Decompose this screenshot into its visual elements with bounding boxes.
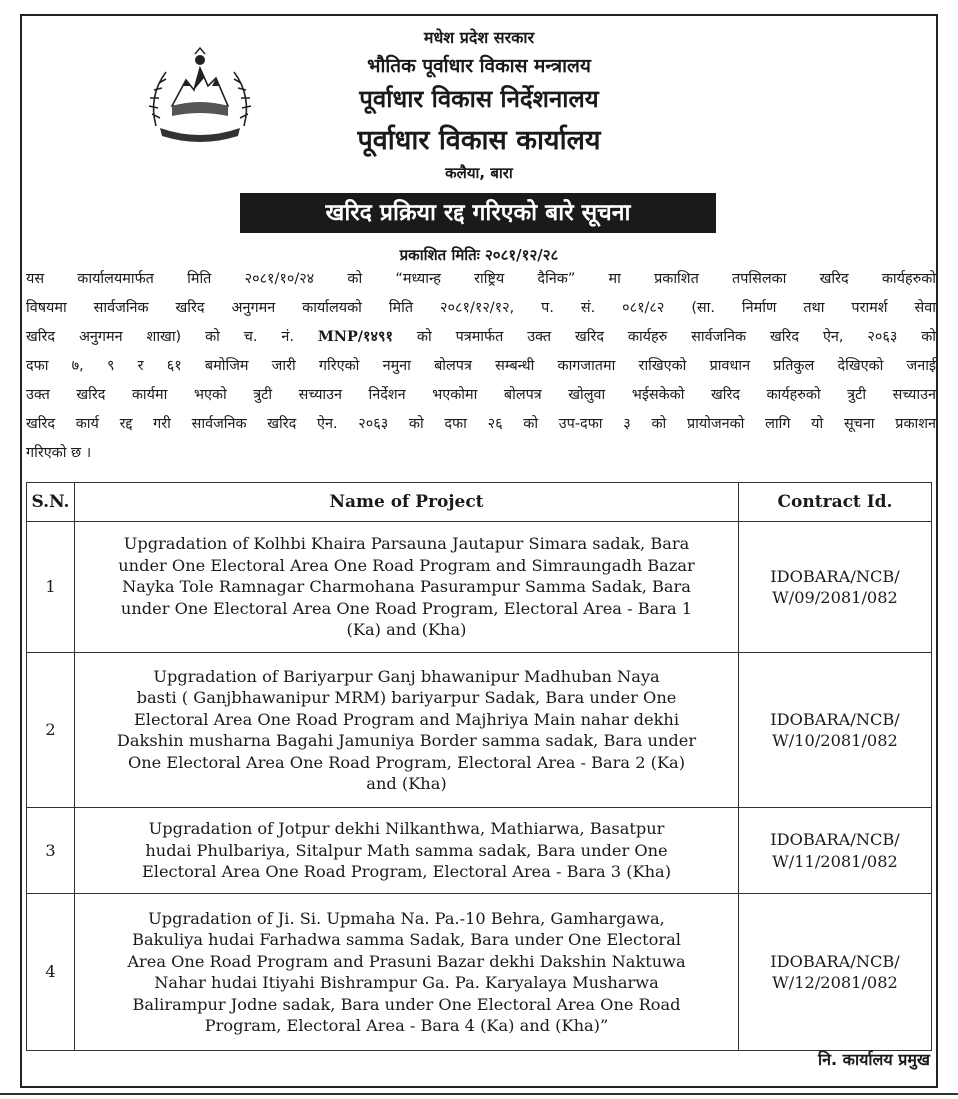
office-name: पूर्वाधार विकास कार्यालय xyxy=(357,125,601,156)
body-line-2: विषयमा सार्वजनिक खरिद अनुगमन कार्यालयको मिति २०८१/१२/१२, प. सं. ०८१/८२ (सा. निर्माण तथा परामर्श सेवा xyxy=(26,300,936,316)
row-contract-id xyxy=(739,894,932,1051)
contract-id-line: W/09/2081/082 xyxy=(772,588,898,607)
table-row xyxy=(27,808,932,894)
table-row xyxy=(27,894,932,1051)
row-project-name xyxy=(75,653,739,808)
project-name-line: Balirampur Jodne sadak, Bara under One Electoral Area One Road xyxy=(132,994,681,1014)
office-location: कलैया, बारा xyxy=(445,164,513,182)
contract-id-line: IDOBARA/NCB/ xyxy=(770,951,900,971)
body-line-6: खरिद कार्य रद्द गरी सार्वजनिक खरिद ऐन. २०६३ को दफा २६ को उप-दफा ३ को प्रायोजनको लागि यो सूचना प्रकाशन xyxy=(26,416,936,432)
project-name-line: Dakshin musharna Bagahi Jamuniya Border samma sadak, Bara under xyxy=(116,731,697,750)
row-sn: 4 xyxy=(27,894,75,1051)
row-contract-id xyxy=(739,653,932,808)
project-name-line: Area One Road Program and Prasuni Bazar dekhi Dakshin Naktuwa xyxy=(127,951,686,971)
body-line-1: यस कार्यालयमार्फत मिति २०८१/१०/२४ को “मध्यान्ह राष्ट्रिय दैनिक” मा प्रकाशित तपसिलका खरिद कार्यहरुको xyxy=(26,271,936,287)
row-contract-id xyxy=(739,808,932,894)
row-project-name xyxy=(75,522,739,653)
notice-title: खरिद प्रक्रिया रद्द गरिएको बारे सूचना xyxy=(240,193,716,233)
ministry-name: भौतिक पूर्वाधार विकास मन्त्रालय xyxy=(367,55,591,77)
signatory-title: नि. कार्यालय प्रमुख xyxy=(818,1050,930,1069)
row-contract-id xyxy=(739,522,932,653)
header-project-name: Name of Project xyxy=(75,483,739,522)
body-line-7: गरिएको छ । xyxy=(26,445,92,461)
letter-reference: MNP/१४९१ xyxy=(317,328,393,345)
published-date: प्रकाशित मितिः २०८१/१२/२८ xyxy=(399,246,559,264)
bottom-rule xyxy=(0,1093,958,1095)
table-header-row xyxy=(27,483,932,522)
project-name-line: under One Electoral Area One Road Program, Electoral Area - Bara 1 xyxy=(120,598,693,618)
project-name-line: Electoral Area One Road Program and Majhriya Main nahar dekhi xyxy=(133,709,680,729)
row-project-name xyxy=(75,894,739,1051)
row-project-name xyxy=(75,808,739,894)
contract-id-line: W/12/2081/082 xyxy=(772,973,898,992)
projects-table xyxy=(26,482,932,1051)
province-government: मधेश प्रदेश सरकार xyxy=(423,28,535,47)
contract-id-line: W/11/2081/082 xyxy=(772,851,898,871)
project-name-line: Upgradation of Kolhbi Khaira Parsauna Jautapur Simara sadak, Bara xyxy=(123,534,690,554)
table-row xyxy=(27,522,932,653)
project-name-line: under One Electoral Area One Road Program and Simraungadh Bazar xyxy=(118,555,695,575)
row-sn: 1 xyxy=(27,522,75,653)
directorate-name: पूर्वाधार विकास निर्देशनालय xyxy=(359,85,599,113)
project-name-line: Program, Electoral Area - Bara 4 (Ka) and (Kha)” xyxy=(204,1016,609,1035)
body-line-3-end: को पत्रमार्फत उक्त खरिद कार्यहरु सार्वजनिक खरिद ऐन, २०६३ को xyxy=(416,329,936,345)
header-sn: S.N. xyxy=(27,483,75,522)
header-contract-id: Contract Id. xyxy=(739,483,932,522)
project-name-line: (Ka) and (Kha) xyxy=(346,620,467,640)
row-sn: 2 xyxy=(27,653,75,808)
body-line-3 xyxy=(26,325,936,349)
project-name-line: Electoral Area One Road Program, Electoral Area - Bara 3 (Kha) xyxy=(141,862,672,882)
project-name-line: and (Kha) xyxy=(366,774,447,793)
project-name-line: One Electoral Area One Road Program, Electoral Area - Bara 2 (Ka) xyxy=(127,752,686,772)
body-line-4: दफा ७, ९ र ६१ बमोजिम जारी गरिएको नमुना बोलपत्र सम्बन्धी कागजातमा राखिएको प्रावधान प्रतिकुल देखिएको जनाई xyxy=(26,358,936,374)
contract-id-line: IDOBARA/NCB/ xyxy=(770,566,900,586)
table-row xyxy=(27,653,932,808)
row-sn: 3 xyxy=(27,808,75,894)
contract-id-line: W/10/2081/082 xyxy=(772,731,898,750)
project-name-line: Upgradation of Ji. Si. Upmaha Na. Pa.-10 Behra, Gamhargawa, xyxy=(148,908,665,928)
body-line-5: उक्त खरिद कार्यमा भएको त्रुटी सच्याउन निर्देशन भएकोमा बोलपत्र खोलुवा भईसकेको खरिद कार्यहरुको त्रुटी सच्याउन xyxy=(26,387,936,403)
project-name-line: basti ( Ganjbhawanipur MRM) bariyarpur Sadak, Bara under One xyxy=(136,688,677,707)
project-name-line: hudai Phulbariya, Sitalpur Math samma sadak, Bara under One xyxy=(145,840,668,860)
project-name-line: Upgradation of Jotpur dekhi Nilkanthwa, Mathiarwa, Basatpur xyxy=(148,819,665,839)
contract-id-line: IDOBARA/NCB/ xyxy=(770,709,900,729)
project-name-line: Nayka Tole Ramnagar Charmohana Pasurampur Samma Sadak, Bara xyxy=(122,577,691,597)
body-line-3-start: खरिद अनुगमन शाखा) को च. नं. xyxy=(26,329,294,345)
contract-id-line: IDOBARA/NCB/ xyxy=(770,830,900,849)
project-name-line: Bakuliya hudai Farhadwa samma Sadak, Bara under One Electoral xyxy=(132,930,681,949)
project-name-line: Upgradation of Bariyarpur Ganj bhawanipur Madhuban Naya xyxy=(153,666,660,686)
project-name-line: Nahar hudai Itiyahi Bishrampur Ga. Pa. Karyalaya Musharwa xyxy=(154,973,659,992)
